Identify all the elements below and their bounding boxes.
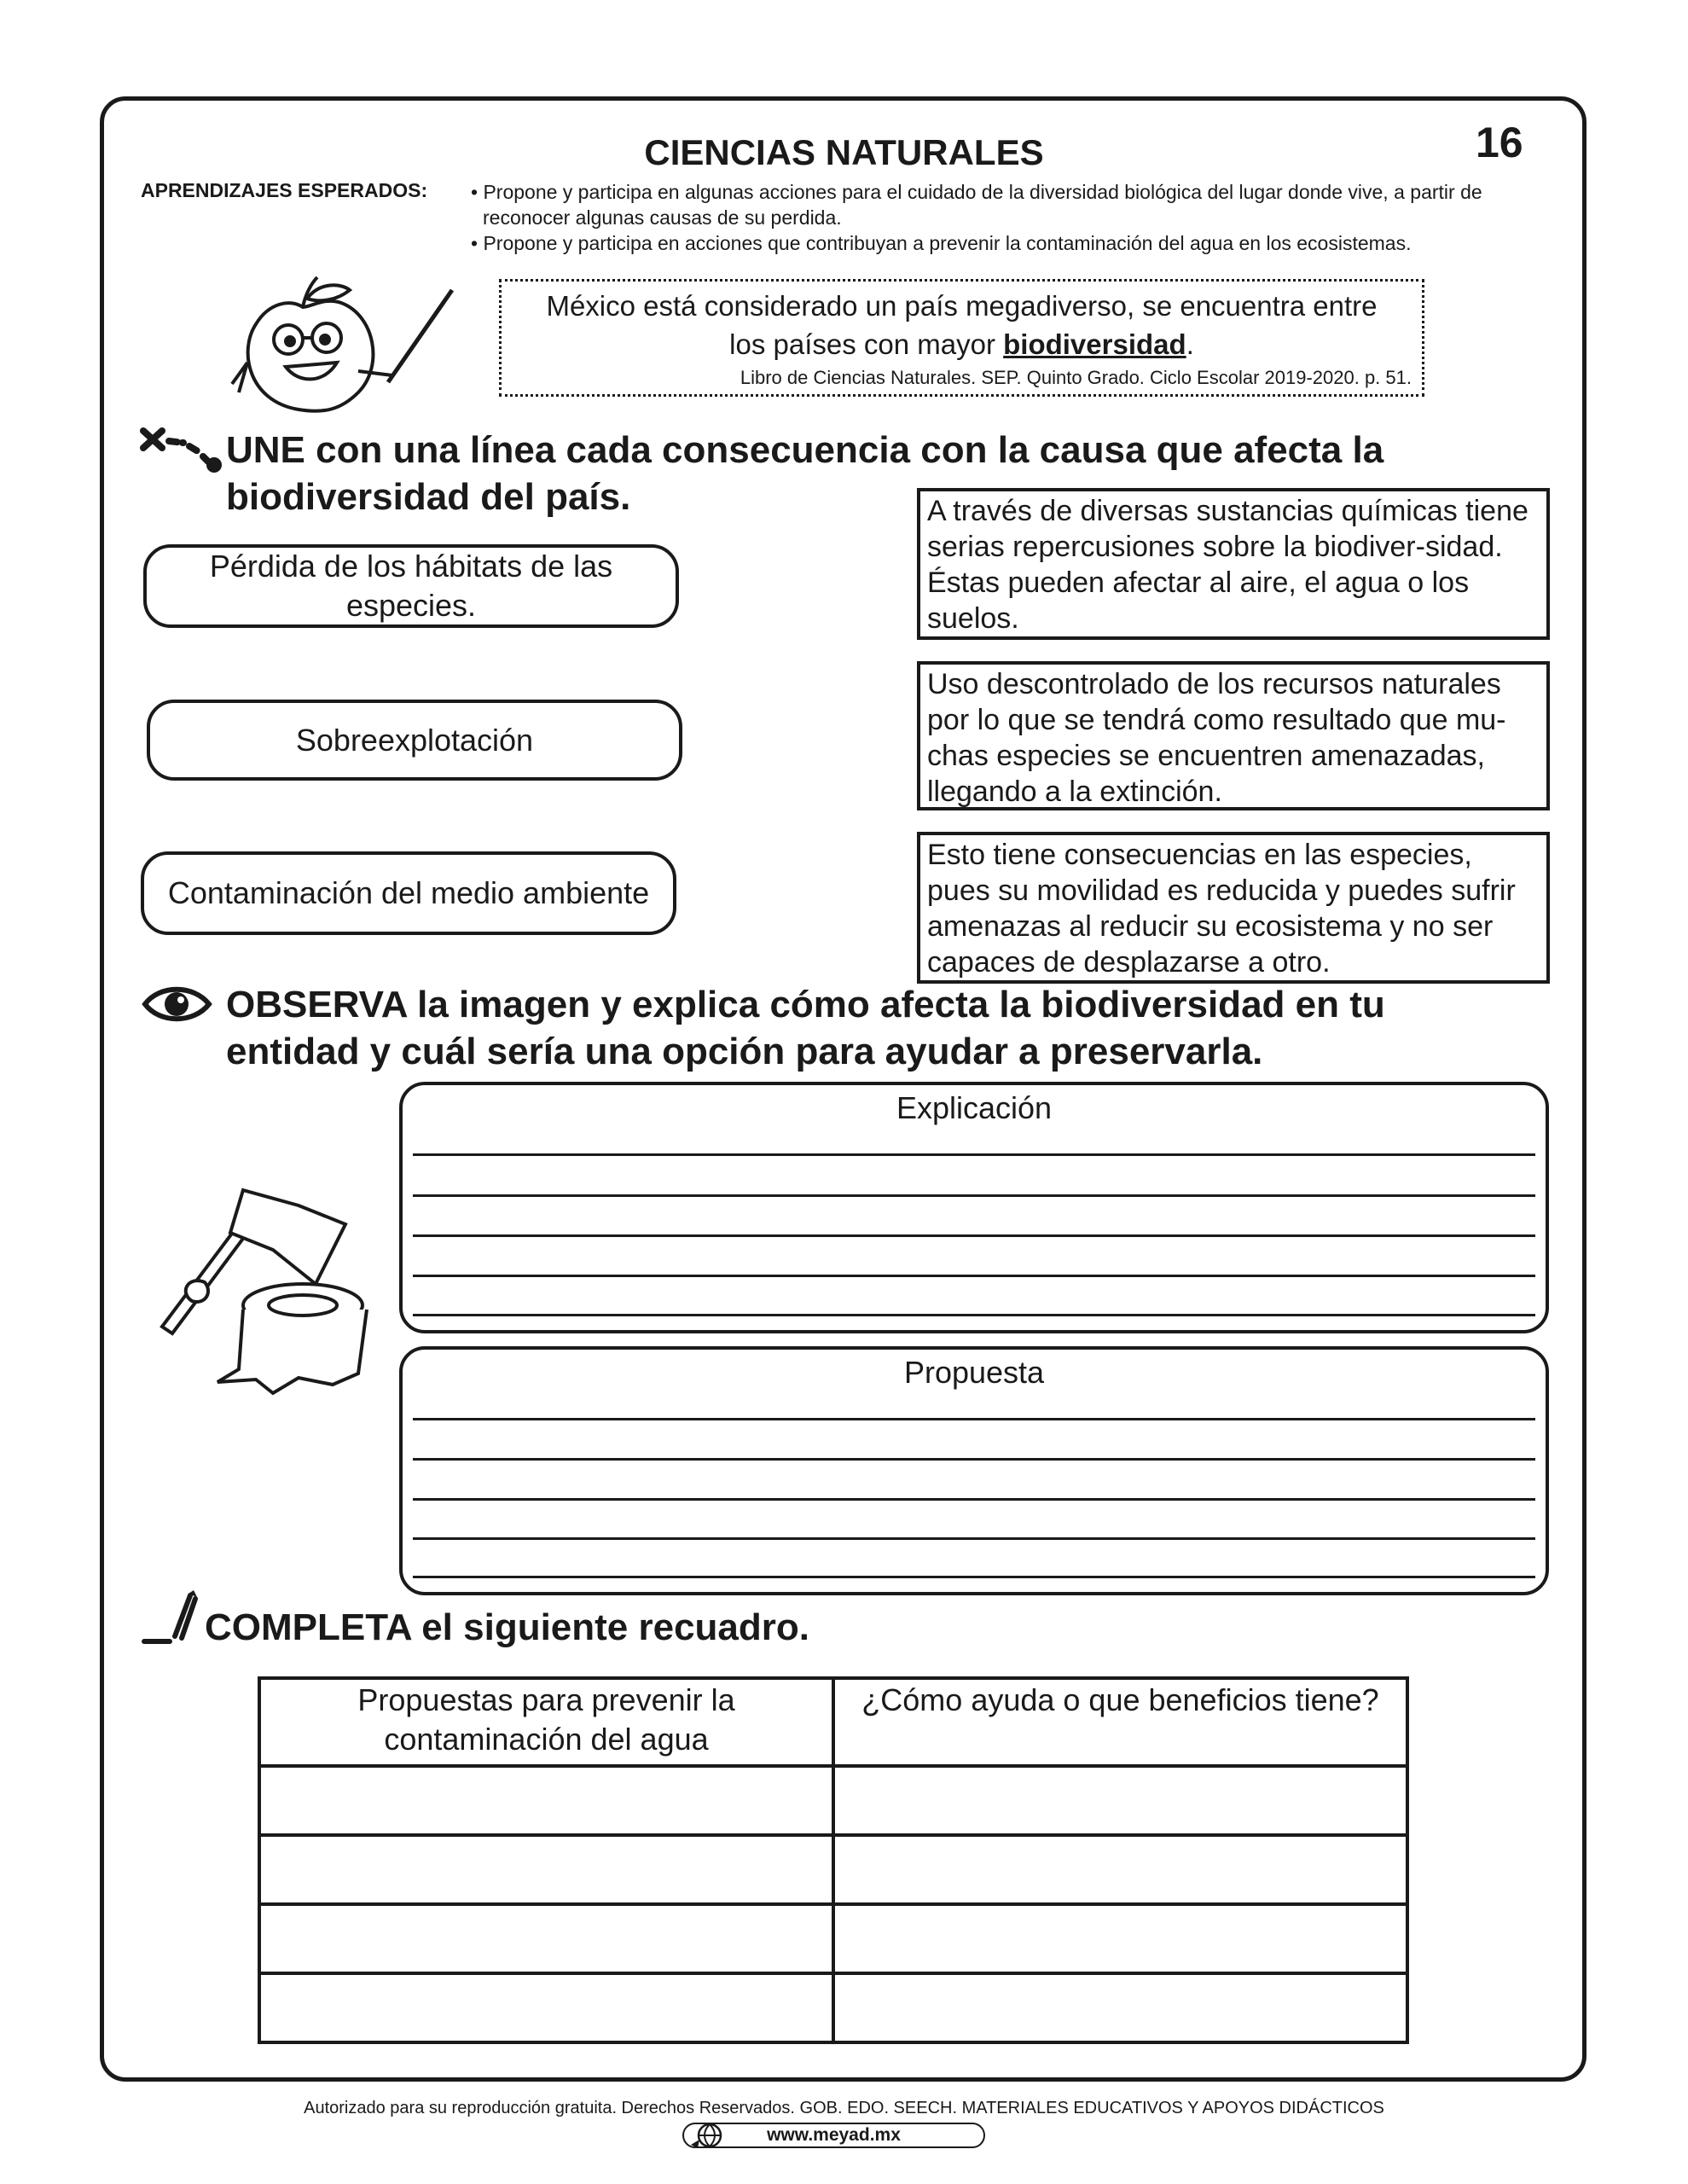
propuesta-label: Propuesta <box>903 1355 1045 1390</box>
table-cell[interactable] <box>259 1904 833 1973</box>
quote-box <box>499 279 1424 397</box>
writing-line[interactable] <box>413 1537 1535 1540</box>
table-cell[interactable] <box>833 1973 1407 2042</box>
writing-line[interactable] <box>413 1576 1535 1578</box>
writing-line[interactable] <box>413 1458 1535 1461</box>
writing-line[interactable] <box>413 1314 1535 1316</box>
aprendizaje-item: • Propone y participa en acciones que contribuyan a prevenir la contaminación del agua en los ecosistemas. <box>471 232 1412 254</box>
consequence-box-2[interactable]: Uso descontrolado de los recursos naturales por lo que se tendrá como resultado que mu-chas especies se encuentren amenazadas, llegando a la extinción. <box>917 661 1550 810</box>
quote-source: Libro de Ciencias Naturales. SEP. Quinto Grado. Ciclo Escolar 2019-2020. p. 51. <box>740 367 1412 388</box>
axe-stump-illustration <box>154 1182 409 1412</box>
table-cell[interactable] <box>259 1835 833 1904</box>
writing-line[interactable] <box>413 1275 1535 1277</box>
consequence-box-3[interactable]: Esto tiene consecuencias en las especies, pues su movilidad es reducida y puedes sufrir amenazas al reducir su ecosistema y no ser capaces de desplazarse a otro. <box>917 832 1550 984</box>
quote-line: México está considerado un país megadiverso, se encuentra entre <box>546 290 1378 322</box>
table-cell[interactable] <box>259 1766 833 1835</box>
completa-instruction: COMPLETA el siguiente recuadro. <box>205 1606 810 1648</box>
propuesta-answer-box[interactable] <box>399 1346 1549 1595</box>
writing-line[interactable] <box>413 1234 1535 1237</box>
connect-lines-icon <box>136 422 226 473</box>
quote-text <box>502 287 1422 363</box>
explicacion-answer-box[interactable] <box>399 1082 1549 1333</box>
table-header-beneficios: ¿Cómo ayuda o que beneficios tiene? <box>833 1678 1407 1766</box>
table-cell[interactable] <box>833 1904 1407 1973</box>
writing-line[interactable] <box>413 1498 1535 1501</box>
table-cell[interactable] <box>259 1973 833 2042</box>
explicacion-label: Explicación <box>896 1090 1053 1125</box>
writing-line[interactable] <box>413 1153 1535 1156</box>
table-cell[interactable] <box>833 1835 1407 1904</box>
table-header-propuestas: Propuestas para prevenir la contaminación del agua <box>259 1678 833 1766</box>
proposal-table <box>258 1676 1409 2044</box>
observa-instruction: OBSERVA la imagen y explica cómo afecta la biodiversidad en tu entidad y cuál sería una opción para ayudar a preservarla. <box>226 984 1385 1072</box>
aprendizaje-item: • Propone y participa en algunas acciones para el cuidado de la diversidad biológica del lugar donde vive, a partir de reconocer algunas causas de su perdida. <box>471 181 1482 229</box>
highlight-word: biodiversidad <box>1003 328 1186 360</box>
cause-box-sobreexplotacion[interactable]: Sobreexplotación <box>147 700 682 781</box>
cause-box-contaminacion[interactable]: Contaminación del medio ambiente <box>141 851 676 935</box>
page-number: 16 <box>1476 119 1523 166</box>
website-link[interactable]: www.meyad.mx <box>682 2123 985 2148</box>
aprendizajes-label: APRENDIZAJES ESPERADOS: <box>141 179 428 201</box>
aprendizajes-list <box>471 179 1537 256</box>
eye-icon <box>141 981 213 1028</box>
apple-teacher-illustration <box>222 264 478 418</box>
table-cell[interactable] <box>833 1766 1407 1835</box>
writing-line[interactable] <box>413 1418 1535 1420</box>
page-title: CIENCIAS NATURALES <box>644 132 1044 172</box>
footer-text: Autorizado para su reproducción gratuita. Derechos Reservados. GOB. EDO. SEECH. MATERIALES EDUCATIVOS Y APOYOS DIDÁCTICOS <box>304 2099 1384 2117</box>
writing-line[interactable] <box>413 1194 1535 1197</box>
quote-line: los países con mayor biodiversidad. <box>729 328 1194 360</box>
pencil-icon <box>141 1587 200 1647</box>
une-instruction: UNE con una línea cada consecuencia con la causa que afecta la biodiversidad del país. <box>226 429 1384 518</box>
cause-box-habitats[interactable]: Pérdida de los hábitats de las especies. <box>143 544 679 628</box>
consequence-box-1[interactable]: A través de diversas sustancias químicas tiene serias repercusiones sobre la biodiver-sidad. Éstas pueden afectar al aire, el agua o los suelos. <box>917 488 1550 640</box>
